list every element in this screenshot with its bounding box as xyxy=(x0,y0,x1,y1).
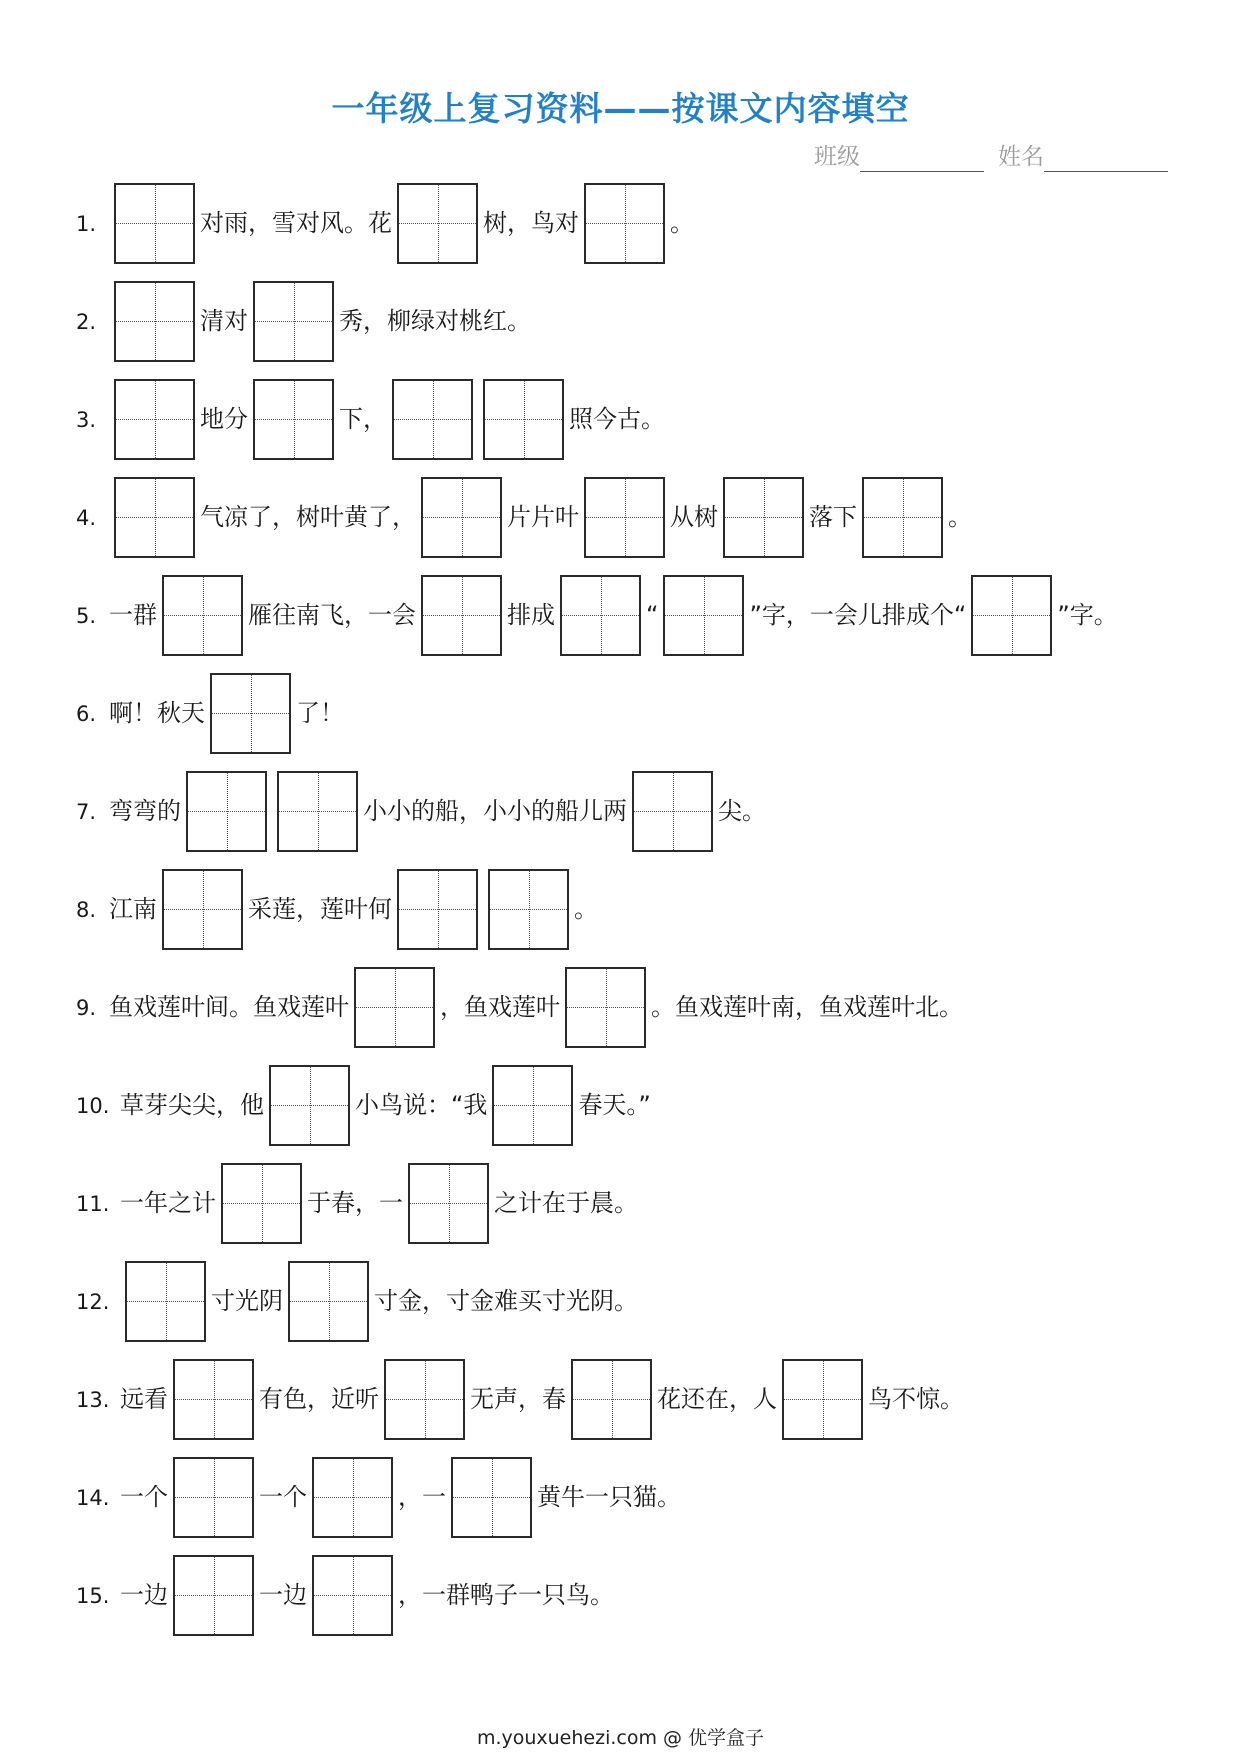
question-text: 片片叶 xyxy=(507,503,579,531)
question-row xyxy=(76,1154,1196,1252)
answer-box xyxy=(397,869,478,950)
question-row xyxy=(76,762,1196,860)
question-text: 一年之计 xyxy=(120,1189,216,1217)
question-text: ”字。 xyxy=(1057,601,1118,629)
question-text: 。 xyxy=(670,209,694,237)
question-row xyxy=(76,566,1196,664)
question-number: 10. xyxy=(76,1094,110,1118)
answer-box xyxy=(173,1359,254,1440)
question-number: 8. xyxy=(76,898,97,922)
question-text: ，一群鸭子一只鸟。 xyxy=(398,1581,614,1609)
question-text: 。 xyxy=(574,895,598,923)
question-text: 落下 xyxy=(809,503,857,531)
question-number: 12. xyxy=(76,1290,110,1314)
name-label: 姓名 xyxy=(998,144,1044,170)
answer-box xyxy=(560,575,641,656)
answer-box xyxy=(269,1065,350,1146)
answer-box xyxy=(114,379,195,460)
answer-box xyxy=(584,183,665,264)
answer-box xyxy=(162,869,243,950)
question-text: 于春，一 xyxy=(307,1189,403,1217)
question-row xyxy=(76,1350,1196,1448)
question-text: 下， xyxy=(339,405,387,433)
question-row xyxy=(76,272,1196,370)
question-text: 黄牛一只猫。 xyxy=(537,1483,681,1511)
question-text: ，一 xyxy=(398,1483,446,1511)
answer-box xyxy=(571,1359,652,1440)
question-text: 一个 xyxy=(120,1483,168,1511)
question-row xyxy=(76,1546,1196,1644)
answer-box xyxy=(312,1555,393,1636)
question-row xyxy=(76,1252,1196,1350)
question-number: 14. xyxy=(76,1486,110,1510)
question-number: 13. xyxy=(76,1388,110,1412)
question-text: 花还在，人 xyxy=(657,1385,777,1413)
question-text: 有色，近听 xyxy=(259,1385,379,1413)
answer-box xyxy=(488,869,569,950)
question-row xyxy=(76,1448,1196,1546)
question-text: 从树 xyxy=(670,503,718,531)
question-text: 尖。 xyxy=(718,797,766,825)
question-text: 。鱼戏莲叶南，鱼戏莲叶北。 xyxy=(651,993,963,1021)
question-text: 照今古。 xyxy=(569,405,665,433)
student-info-fields xyxy=(814,142,1168,172)
question-text: 鸟不惊。 xyxy=(868,1385,964,1413)
question-text: “ xyxy=(646,601,659,629)
question-text: 草芽尖尖，他 xyxy=(120,1091,264,1119)
question-text: 远看 xyxy=(120,1385,168,1413)
question-number: 15. xyxy=(76,1584,110,1608)
question-row xyxy=(76,174,1196,272)
question-text: 秀，柳绿对桃红。 xyxy=(339,307,531,335)
answer-box xyxy=(253,379,334,460)
answer-box xyxy=(114,281,195,362)
question-text: 小小的船，小小的船儿两 xyxy=(363,797,627,825)
answer-box xyxy=(421,477,502,558)
answer-box xyxy=(723,477,804,558)
question-row xyxy=(76,860,1196,958)
answer-box xyxy=(782,1359,863,1440)
page-title: 一年级上复习资料——按课文内容填空 xyxy=(331,89,910,128)
answer-box xyxy=(221,1163,302,1244)
answer-box xyxy=(632,771,713,852)
answer-box xyxy=(384,1359,465,1440)
question-text: 一边 xyxy=(120,1581,168,1609)
answer-box xyxy=(288,1261,369,1342)
answer-box xyxy=(162,575,243,656)
question-row xyxy=(76,958,1196,1056)
answer-box xyxy=(210,673,291,754)
question-text: ”字，一会儿排成个“ xyxy=(749,601,967,629)
question-number: 1. xyxy=(76,212,97,236)
question-text: 树，鸟对 xyxy=(483,209,579,237)
question-text: ，鱼戏莲叶 xyxy=(440,993,560,1021)
question-text: 了！ xyxy=(296,699,344,727)
question-text: 之计在于晨。 xyxy=(494,1189,638,1217)
question-text: 。 xyxy=(948,503,972,531)
question-row xyxy=(76,1056,1196,1154)
question-number: 11. xyxy=(76,1192,110,1216)
answer-box xyxy=(114,183,195,264)
answer-box xyxy=(421,575,502,656)
answer-box xyxy=(397,183,478,264)
question-text: 弯弯的 xyxy=(109,797,181,825)
question-text: 清对 xyxy=(200,307,248,335)
answer-box xyxy=(392,379,473,460)
question-text: 鱼戏莲叶间。鱼戏莲叶 xyxy=(109,993,349,1021)
answer-box xyxy=(862,477,943,558)
answer-box xyxy=(173,1555,254,1636)
question-text: 雁往南飞，一会 xyxy=(248,601,416,629)
question-text: 排成 xyxy=(507,601,555,629)
answer-box xyxy=(483,379,564,460)
question-text: 对雨，雪对风。花 xyxy=(200,209,392,237)
answer-box xyxy=(114,477,195,558)
question-text: 一群 xyxy=(109,601,157,629)
answer-box xyxy=(173,1457,254,1538)
question-number: 6. xyxy=(76,702,97,726)
question-row xyxy=(76,468,1196,566)
answer-box xyxy=(408,1163,489,1244)
question-number: 7. xyxy=(76,800,97,824)
answer-box xyxy=(354,967,435,1048)
question-row xyxy=(76,664,1196,762)
question-text: 小鸟说：“我 xyxy=(355,1091,488,1119)
answer-box xyxy=(186,771,267,852)
question-text: 无声，春 xyxy=(470,1385,566,1413)
answer-box xyxy=(451,1457,532,1538)
question-text: 春天。” xyxy=(578,1091,651,1119)
answer-box xyxy=(584,477,665,558)
question-text: 寸金，寸金难买寸光阴。 xyxy=(374,1287,638,1315)
footer-watermark: m.youxuehezi.com @ 优学盒子 xyxy=(476,1727,765,1749)
answer-box xyxy=(565,967,646,1048)
question-text: 一个 xyxy=(259,1483,307,1511)
answer-box xyxy=(125,1261,206,1342)
name-blank-line xyxy=(1044,147,1168,172)
answer-box xyxy=(971,575,1052,656)
question-number: 9. xyxy=(76,996,97,1020)
question-number: 4. xyxy=(76,506,97,530)
question-text: 啊！秋天 xyxy=(109,699,205,727)
question-text: 采莲，莲叶何 xyxy=(248,895,392,923)
question-text: 江南 xyxy=(109,895,157,923)
question-text: 一边 xyxy=(259,1581,307,1609)
question-text: 气凉了，树叶黄了， xyxy=(200,503,416,531)
answer-box xyxy=(253,281,334,362)
answer-box xyxy=(277,771,358,852)
question-number: 3. xyxy=(76,408,97,432)
class-label: 班级 xyxy=(814,144,860,170)
question-number: 2. xyxy=(76,310,97,334)
question-number: 5. xyxy=(76,604,97,628)
question-text: 寸光阴 xyxy=(211,1287,283,1315)
question-text: 地分 xyxy=(200,405,248,433)
question-row xyxy=(76,370,1196,468)
answer-box xyxy=(492,1065,573,1146)
question-list xyxy=(76,174,1196,1644)
answer-box xyxy=(663,575,744,656)
answer-box xyxy=(312,1457,393,1538)
class-blank-line xyxy=(860,147,984,172)
